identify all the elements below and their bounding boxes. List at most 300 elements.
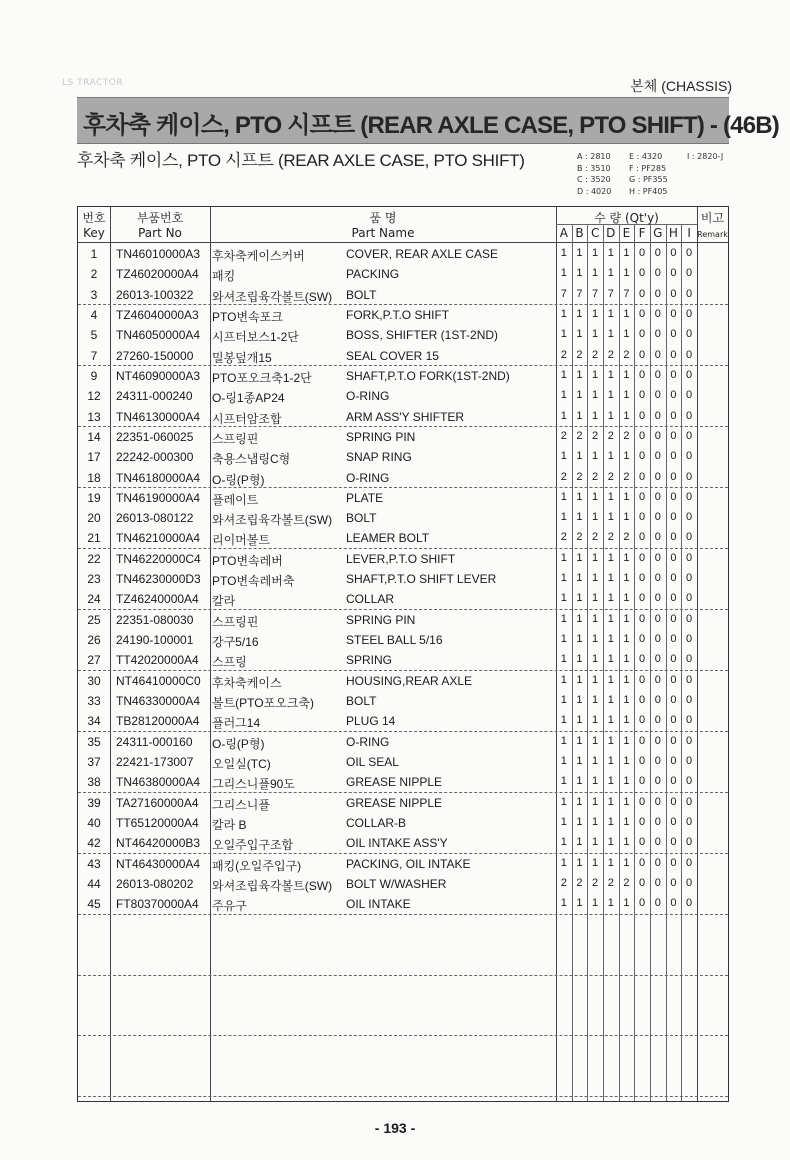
row-qty: 1 (607, 592, 614, 605)
row-qty: 0 (639, 247, 646, 259)
row-name-en: BOLT W/WASHER (346, 876, 447, 891)
row-qty: 0 (639, 775, 646, 788)
row-qty: 1 (592, 734, 599, 747)
row-qty: 0 (686, 856, 693, 869)
group-divider (78, 304, 728, 305)
row-qty: 0 (639, 490, 646, 503)
row-qty: 0 (686, 551, 693, 564)
row-qty: 0 (686, 755, 693, 767)
row-qty: 1 (592, 795, 599, 808)
row-qty: 7 (607, 287, 614, 300)
row-name-kr: 시프터암조합 (212, 411, 282, 426)
row-qty: 1 (623, 267, 630, 280)
row-qty: 0 (654, 551, 661, 564)
row-qty: 1 (607, 368, 614, 381)
group-divider (78, 365, 728, 366)
table-row (78, 264, 728, 284)
row-qty: 1 (623, 328, 630, 341)
row-qty: 0 (639, 389, 646, 402)
row-key: 12 (87, 389, 101, 404)
row-qty: 0 (670, 795, 677, 808)
header-qty: 수 량 (Qt'y) (594, 211, 659, 225)
row-qty: 0 (686, 775, 693, 788)
row-qty: 0 (654, 470, 661, 483)
row-qty: 1 (592, 653, 599, 666)
row-qty: 0 (670, 368, 677, 381)
row-qty: 1 (560, 572, 567, 585)
row-qty: 0 (670, 287, 677, 300)
row-part-no: TN46180000A4 (116, 470, 201, 485)
row-qty: 1 (592, 409, 599, 422)
faint-header-text: LS TRACTOR (62, 78, 124, 88)
row-part-no: TB28120000A4 (116, 714, 200, 729)
header-divider (78, 242, 728, 243)
row-qty: 2 (607, 876, 614, 889)
row-qty: 1 (607, 511, 614, 524)
row-qty: 1 (560, 897, 567, 910)
row-qty: 0 (686, 531, 693, 544)
row-qty: 1 (560, 795, 567, 808)
row-qty: 0 (686, 450, 693, 463)
row-key: 38 (87, 775, 101, 790)
row-qty: 1 (560, 389, 567, 402)
row-qty: 1 (592, 856, 599, 869)
row-qty: 1 (592, 673, 599, 686)
row-qty: 0 (686, 267, 693, 280)
row-qty: 1 (607, 247, 614, 259)
row-qty: 1 (607, 307, 614, 320)
row-name-kr: 밀봉덮개15 (212, 350, 272, 365)
row-qty: 1 (576, 572, 583, 585)
row-qty: 0 (654, 328, 661, 341)
row-part-no: FT80370000A4 (116, 897, 199, 912)
row-qty: 1 (592, 307, 599, 320)
row-qty: 0 (686, 592, 693, 605)
row-name-en: O-RING (346, 734, 390, 749)
row-qty: 1 (592, 490, 599, 503)
row-qty: 1 (592, 612, 599, 625)
row-part-no: 26013-080202 (116, 876, 194, 891)
row-qty: 1 (576, 551, 583, 564)
row-name-kr: PTO변속포크 (212, 309, 283, 324)
row-part-no: 24311-000160 (116, 734, 193, 749)
qty-col-divider (634, 224, 635, 1101)
row-qty: 1 (576, 673, 583, 686)
row-qty: 0 (670, 348, 677, 361)
row-part-no: TN46130000A4 (116, 409, 201, 424)
row-name-en: GREASE NIPPLE (346, 795, 443, 810)
row-part-no: NT46430000A4 (116, 856, 201, 871)
row-qty: 1 (623, 836, 630, 849)
row-name-kr: PTO포오크축1-2단 (212, 370, 312, 385)
row-key: 21 (87, 531, 101, 546)
row-qty: 1 (623, 592, 630, 605)
row-part-no: TT65120000A4 (116, 815, 199, 830)
table-row (78, 325, 728, 345)
model-code: H : PF405 (629, 186, 668, 196)
row-qty: 0 (670, 755, 677, 767)
row-part-no: TN46230000D3 (116, 572, 201, 587)
row-qty: 0 (686, 490, 693, 503)
row-qty: 1 (592, 328, 599, 341)
row-qty: 0 (639, 450, 646, 463)
row-qty: 1 (576, 328, 583, 341)
row-qty: 0 (670, 307, 677, 320)
table-row (78, 427, 728, 447)
row-name-kr: PTO변속레버 (212, 553, 283, 568)
table-row (78, 772, 728, 792)
row-qty: 1 (623, 307, 630, 320)
row-qty: 0 (639, 876, 646, 889)
model-code: I : 2820-J (687, 152, 724, 161)
row-qty: 0 (670, 409, 677, 422)
row-qty: 1 (607, 795, 614, 808)
row-qty: 2 (607, 470, 614, 483)
model-code: E : 4320 (629, 152, 663, 161)
row-name-en: BOLT (346, 287, 377, 302)
row-key: 24 (87, 592, 101, 607)
row-qty: 0 (670, 551, 677, 564)
row-name-kr: 후차축케이스 (212, 675, 282, 690)
row-qty: 1 (607, 714, 614, 727)
row-qty: 1 (607, 612, 614, 625)
row-qty: 1 (592, 389, 599, 402)
row-qty: 0 (654, 450, 661, 463)
row-qty: 0 (686, 714, 693, 727)
row-qty: 1 (592, 368, 599, 381)
row-key: 1 (90, 247, 98, 261)
row-qty: 0 (654, 267, 661, 280)
row-qty: 0 (670, 511, 677, 524)
table-row (78, 894, 728, 914)
header-partno-en: Part No (138, 226, 182, 240)
row-key: 20 (87, 511, 101, 526)
row-qty: 0 (639, 897, 646, 910)
row-qty: 0 (686, 247, 693, 259)
row-part-no: 26013-080122 (116, 511, 194, 526)
table-row (78, 407, 728, 427)
row-qty: 1 (560, 856, 567, 869)
row-qty: 1 (560, 633, 567, 646)
row-part-no: 22351-080030 (116, 612, 194, 627)
table-row (78, 711, 728, 731)
row-qty: 0 (670, 673, 677, 686)
row-qty: 1 (560, 815, 567, 828)
table-row (78, 549, 728, 569)
row-qty: 1 (576, 511, 583, 524)
row-qty: 0 (670, 734, 677, 747)
row-qty: 1 (560, 409, 567, 422)
row-qty: 0 (670, 897, 677, 910)
row-qty: 0 (654, 653, 661, 666)
row-qty: 0 (654, 592, 661, 605)
row-qty: 0 (686, 897, 693, 910)
row-part-no: TN46190000A4 (116, 490, 201, 505)
row-qty: 0 (686, 287, 693, 300)
row-qty: 1 (623, 856, 630, 869)
row-name-en: OIL SEAL (346, 755, 399, 769)
row-qty: 1 (576, 592, 583, 605)
row-qty: 0 (654, 876, 661, 889)
row-qty: 7 (576, 287, 583, 300)
row-key: 26 (87, 633, 101, 648)
row-qty: 1 (607, 267, 614, 280)
row-qty: 1 (560, 714, 567, 727)
row-name-kr: 축용스냅링C형 (212, 452, 291, 467)
row-qty: 0 (639, 551, 646, 564)
row-name-kr: 스프링핀 (212, 614, 259, 629)
group-divider (78, 426, 728, 427)
row-name-en: LEVER,P.T.O SHIFT (346, 551, 456, 566)
row-qty: 0 (686, 876, 693, 889)
model-code: A : 2810 (577, 152, 611, 161)
row-qty: 0 (639, 531, 646, 544)
row-qty: 0 (654, 755, 661, 767)
row-qty: 1 (560, 368, 567, 381)
row-qty: 0 (639, 856, 646, 869)
row-qty: 1 (623, 389, 630, 402)
row-qty: 1 (592, 572, 599, 585)
row-name-kr: 스프링핀 (212, 431, 259, 446)
row-qty: 0 (670, 389, 677, 402)
row-qty: 0 (686, 389, 693, 402)
table-row (78, 671, 728, 691)
row-qty: 1 (576, 795, 583, 808)
row-name-en: LEAMER BOLT (346, 531, 430, 546)
row-qty: 2 (623, 348, 630, 361)
table-row (78, 244, 728, 264)
row-qty: 1 (576, 368, 583, 381)
row-qty: 0 (670, 775, 677, 788)
row-name-kr: O-링(P형) (212, 472, 265, 487)
row-qty: 1 (592, 755, 599, 767)
row-qty: 1 (560, 307, 567, 320)
row-qty: 0 (654, 409, 661, 422)
table-row (78, 346, 728, 366)
row-qty: 1 (607, 734, 614, 747)
row-qty: 0 (654, 897, 661, 910)
row-qty: 1 (576, 267, 583, 280)
row-qty: 7 (592, 287, 599, 300)
group-divider (78, 487, 728, 488)
row-qty: 0 (686, 572, 693, 585)
row-qty: 2 (592, 429, 599, 442)
row-qty: 2 (576, 531, 583, 544)
row-qty: 1 (607, 633, 614, 646)
row-qty: 0 (686, 348, 693, 361)
row-qty: 1 (560, 267, 567, 280)
row-part-no: TZ46020000A4 (116, 267, 199, 282)
row-qty: 1 (607, 775, 614, 788)
row-qty: 1 (592, 247, 599, 259)
header-name-en: Part Name (351, 226, 415, 240)
row-key: 43 (87, 856, 101, 871)
row-qty: 0 (654, 734, 661, 747)
row-name-en: SHAFT,P.T.O FORK(1ST-2ND) (346, 368, 510, 383)
row-qty: 0 (654, 531, 661, 544)
row-qty: 1 (576, 490, 583, 503)
row-name-en: PLATE (346, 490, 384, 505)
row-qty: 0 (639, 368, 646, 381)
row-qty: 0 (686, 470, 693, 483)
model-code: F : PF285 (629, 163, 667, 173)
row-key: 4 (90, 307, 98, 322)
header-key-kr: 번호 (82, 211, 106, 225)
row-qty: 2 (623, 876, 630, 889)
row-qty: 0 (686, 795, 693, 808)
row-qty: 0 (639, 836, 646, 849)
row-qty: 1 (607, 450, 614, 463)
table-row (78, 366, 728, 386)
row-qty: 1 (623, 450, 630, 463)
row-qty: 0 (639, 511, 646, 524)
row-qty: 1 (607, 572, 614, 585)
row-qty: 0 (639, 734, 646, 747)
row-qty: 0 (654, 389, 661, 402)
row-qty: 0 (654, 856, 661, 869)
row-qty: 0 (670, 612, 677, 625)
row-part-no: TZ46240000A4 (116, 592, 199, 607)
row-qty: 0 (654, 633, 661, 646)
row-part-no: 22421-173007 (116, 755, 194, 769)
row-name-kr: 강구5/16 (212, 635, 259, 650)
row-qty: 0 (670, 653, 677, 666)
qty-col-header: G (653, 226, 663, 240)
row-qty: 1 (592, 551, 599, 564)
banner-title: 후차축 케이스, PTO 시프트 (REAR AXLE CASE, PTO SHIFT) - (46B) (83, 112, 779, 139)
row-key: 22 (87, 551, 101, 566)
row-name-en: STEEL BALL 5/16 (346, 633, 443, 648)
row-qty: 1 (607, 836, 614, 849)
row-qty: 0 (654, 429, 661, 442)
header-remark-kr: 비고 (700, 211, 725, 225)
row-qty: 0 (654, 511, 661, 524)
row-qty: 1 (560, 775, 567, 788)
row-part-no: NT46410000C0 (116, 673, 201, 688)
row-qty: 0 (639, 714, 646, 727)
row-qty: 1 (623, 653, 630, 666)
row-qty: 0 (654, 815, 661, 828)
table-row (78, 650, 728, 670)
group-divider (78, 731, 728, 732)
row-qty: 2 (623, 429, 630, 442)
row-qty: 1 (576, 775, 583, 788)
row-part-no: 22242-000300 (116, 450, 194, 465)
row-qty: 1 (560, 694, 567, 707)
row-qty: 0 (639, 673, 646, 686)
row-key: 30 (87, 673, 101, 688)
row-key: 23 (87, 572, 101, 587)
row-name-en: BOLT (346, 511, 377, 526)
row-qty: 0 (639, 795, 646, 808)
row-qty: 0 (686, 307, 693, 320)
group-divider (78, 975, 728, 976)
row-qty: 1 (623, 409, 630, 422)
row-qty: 1 (560, 450, 567, 463)
row-qty: 1 (607, 755, 614, 767)
header-partno-kr: 부품번호 (136, 211, 184, 225)
row-name-en: SHAFT,P.T.O SHIFT LEVER (346, 572, 497, 587)
table-row (78, 386, 728, 406)
row-qty: 0 (639, 307, 646, 320)
table-row (78, 732, 728, 752)
row-key: 44 (87, 876, 101, 891)
table-row (78, 691, 728, 711)
row-qty: 1 (623, 572, 630, 585)
row-qty: 0 (670, 633, 677, 646)
row-qty: 0 (670, 572, 677, 585)
row-qty: 1 (623, 815, 630, 828)
qty-col-header: H (668, 226, 678, 240)
row-name-en: SNAP RING (346, 450, 412, 465)
row-qty: 0 (654, 572, 661, 585)
row-qty: 1 (623, 612, 630, 625)
group-divider (78, 548, 728, 549)
row-part-no: 26013-100322 (116, 287, 194, 302)
row-qty: 2 (576, 348, 583, 361)
row-part-no: TZ46040000A3 (116, 307, 199, 322)
row-name-en: BOLT (346, 694, 377, 709)
row-qty: 1 (560, 328, 567, 341)
row-name-kr: 와셔조립육각볼트(SW) (212, 878, 333, 893)
row-qty: 1 (576, 694, 583, 707)
row-qty: 2 (560, 470, 567, 483)
row-key: 9 (90, 368, 98, 383)
row-qty: 7 (623, 287, 630, 300)
row-qty: 1 (623, 673, 630, 686)
row-key: 7 (90, 348, 98, 363)
row-name-kr: O-링1종AP24 (212, 391, 285, 406)
row-qty: 1 (576, 815, 583, 828)
row-qty: 1 (560, 592, 567, 605)
row-part-no: TN46210000A4 (116, 531, 201, 546)
row-key: 42 (87, 836, 101, 851)
row-part-no: TN46330000A4 (116, 694, 201, 709)
row-name-en: SPRING (346, 653, 393, 668)
qty-col-divider (619, 224, 620, 1101)
group-divider (78, 609, 728, 610)
table-row (78, 630, 728, 650)
model-code: B : 3510 (577, 163, 611, 173)
row-qty: 1 (576, 653, 583, 666)
row-qty: 2 (560, 531, 567, 544)
parts-table (77, 206, 729, 1102)
table-row (78, 610, 728, 630)
row-name-en: OIL INTAKE (346, 897, 411, 912)
row-name-kr: 후차축케이스커버 (212, 249, 305, 263)
table-row (78, 752, 728, 772)
row-qty: 1 (592, 815, 599, 828)
row-qty: 0 (654, 775, 661, 788)
section-label: 본체 (CHASSIS) (630, 78, 732, 94)
row-qty: 1 (576, 856, 583, 869)
row-qty: 0 (639, 287, 646, 300)
header-remark-en: Remark (697, 230, 728, 239)
row-qty: 0 (670, 490, 677, 503)
row-qty: 1 (576, 633, 583, 646)
row-qty: 0 (639, 653, 646, 666)
row-qty: 0 (654, 307, 661, 320)
row-qty: 0 (654, 368, 661, 381)
row-qty: 1 (592, 836, 599, 849)
row-key: 27 (87, 653, 101, 668)
row-qty: 1 (623, 247, 630, 259)
title-banner (77, 97, 779, 144)
row-qty: 1 (592, 592, 599, 605)
row-name-en: COVER, REAR AXLE CASE (346, 247, 499, 261)
qty-col-divider (650, 224, 651, 1101)
row-qty: 0 (670, 470, 677, 483)
